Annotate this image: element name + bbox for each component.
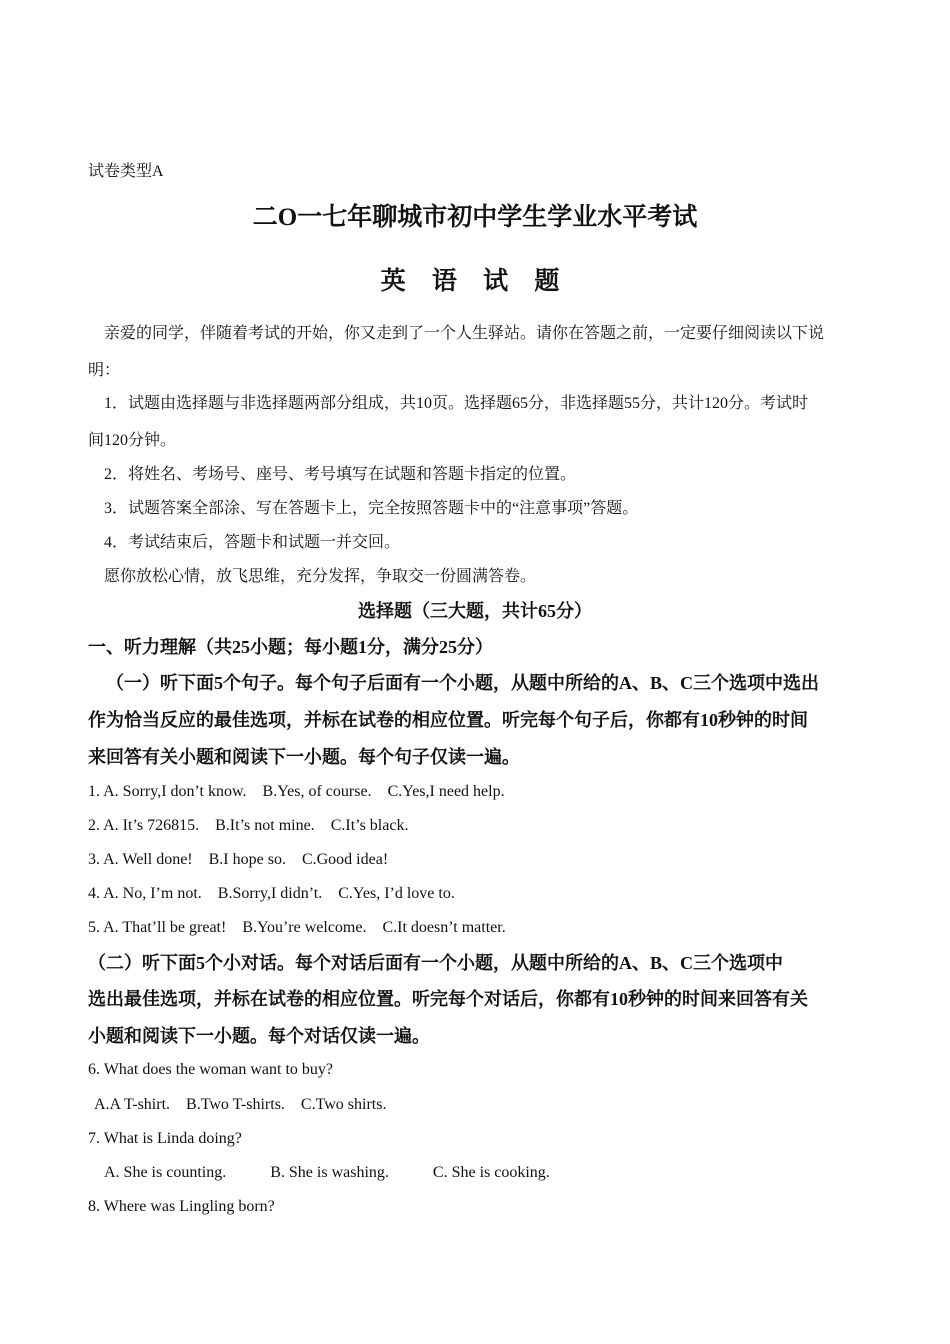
question-3 bbox=[88, 850, 388, 870]
q4-option-c: C.Yes, I’d love to. bbox=[338, 885, 455, 902]
q7-option-c: C. She is cooking. bbox=[432, 1164, 550, 1181]
q1-option-c: C.Yes,I need help. bbox=[387, 783, 505, 800]
question-2 bbox=[88, 816, 408, 836]
sub2-instruction-1: （二）听下面5个小对话。每个对话后面有一个小题，从题中所给的A、B、C三个选项中 bbox=[88, 953, 784, 973]
q4-option-b: B.Sorry,I didn’t. bbox=[217, 885, 323, 902]
sub2-instruction-2: 选出最佳选项，并标在试卷的相应位置。听完每个对话后，你都有10秒钟的时间来回答有关 bbox=[88, 989, 808, 1009]
q7-option-a: A. She is counting. bbox=[104, 1164, 227, 1181]
q5-option-b: B.You’re welcome. bbox=[242, 919, 367, 936]
paper-type-label: 试卷类型A bbox=[88, 163, 164, 180]
instruction-4: 4．考试结束后，答题卡和试题一并交回。 bbox=[104, 534, 401, 551]
q6-option-c: C.Two shirts. bbox=[300, 1096, 387, 1113]
instruction-1b: 间120分钟。 bbox=[88, 432, 177, 449]
sub2-instruction-3: 小题和阅读下一小题。每个对话仅读一遍。 bbox=[88, 1026, 430, 1046]
question-5 bbox=[88, 918, 506, 938]
q3-option-a: 3. A. Well done! bbox=[88, 851, 193, 868]
q4-option-a: 4. A. No, I’m not. bbox=[88, 885, 202, 902]
intro-line-1: 亲爱的同学，伴随着考试的开始，你又走到了一个人生驿站。请你在答题之前，一定要仔细阅读以下说 bbox=[104, 325, 825, 342]
sub1-instruction-1: （一）听下面5个句子。每个句子后面有一个小题，从题中所给的A、B、C三个选项中选出 bbox=[106, 673, 819, 693]
question-6-stem: 6. What does the woman want to buy? bbox=[88, 1061, 333, 1078]
q1-option-a: 1. A. Sorry,I don’t know. bbox=[88, 783, 247, 800]
instruction-1a: 1．试题由选择题与非选择题两部分组成，共10页。选择题65分，非选择题55分，共计120分。考试时 bbox=[104, 395, 809, 412]
sub1-instruction-3: 来回答有关小题和阅读下一小题。每个句子仅读一遍。 bbox=[88, 747, 520, 767]
intro-line-2: 明： bbox=[88, 362, 121, 379]
question-1 bbox=[88, 782, 505, 802]
exam-title: 二O一七年聊城市初中学生学业水平考试 bbox=[252, 204, 698, 231]
part1-heading: 一、听力理解（共25小题；每小题1分，满分25分） bbox=[88, 637, 493, 657]
question-7-options bbox=[104, 1163, 550, 1183]
q6-option-b: B.Two T-shirts. bbox=[186, 1096, 285, 1113]
q5-option-a: 5. A. That’ll be great! bbox=[88, 919, 227, 936]
q2-option-c: C.It’s black. bbox=[330, 817, 409, 834]
question-8-stem: 8. Where was Lingling born? bbox=[88, 1198, 275, 1215]
exam-subtitle: 英 语 试 题 bbox=[380, 268, 570, 295]
closing-wish: 愿你放松心情，放飞思维，充分发挥，争取交一份圆满答卷。 bbox=[104, 568, 537, 585]
instruction-2: 2．将姓名、考场号、座号、考号填写在试题和答题卡指定的位置。 bbox=[104, 466, 577, 483]
q3-option-b: B.I hope so. bbox=[208, 851, 286, 868]
section-heading: 选择题（三大题，共计65分） bbox=[358, 601, 592, 621]
question-7-stem: 7. What is Linda doing? bbox=[88, 1130, 242, 1147]
question-6-options bbox=[94, 1095, 386, 1115]
q6-option-a: A.A T-shirt. bbox=[94, 1096, 171, 1113]
q5-option-c: C.It doesn’t matter. bbox=[382, 919, 506, 936]
q3-option-c: C.Good idea! bbox=[301, 851, 389, 868]
instruction-3: 3．试题答案全部涂、写在答题卡上，完全按照答题卡中的“注意事项”答题。 bbox=[104, 500, 639, 517]
q2-option-a: 2. A. It’s 726815. bbox=[88, 817, 200, 834]
q2-option-b: B.It’s not mine. bbox=[215, 817, 315, 834]
q1-option-b: B.Yes, of course. bbox=[262, 783, 372, 800]
question-4 bbox=[88, 884, 455, 904]
sub1-instruction-2: 作为恰当反应的最佳选项，并标在试卷的相应位置。听完每个句子后，你都有10秒钟的时间 bbox=[88, 710, 808, 730]
q7-option-b: B. She is washing. bbox=[270, 1164, 389, 1181]
